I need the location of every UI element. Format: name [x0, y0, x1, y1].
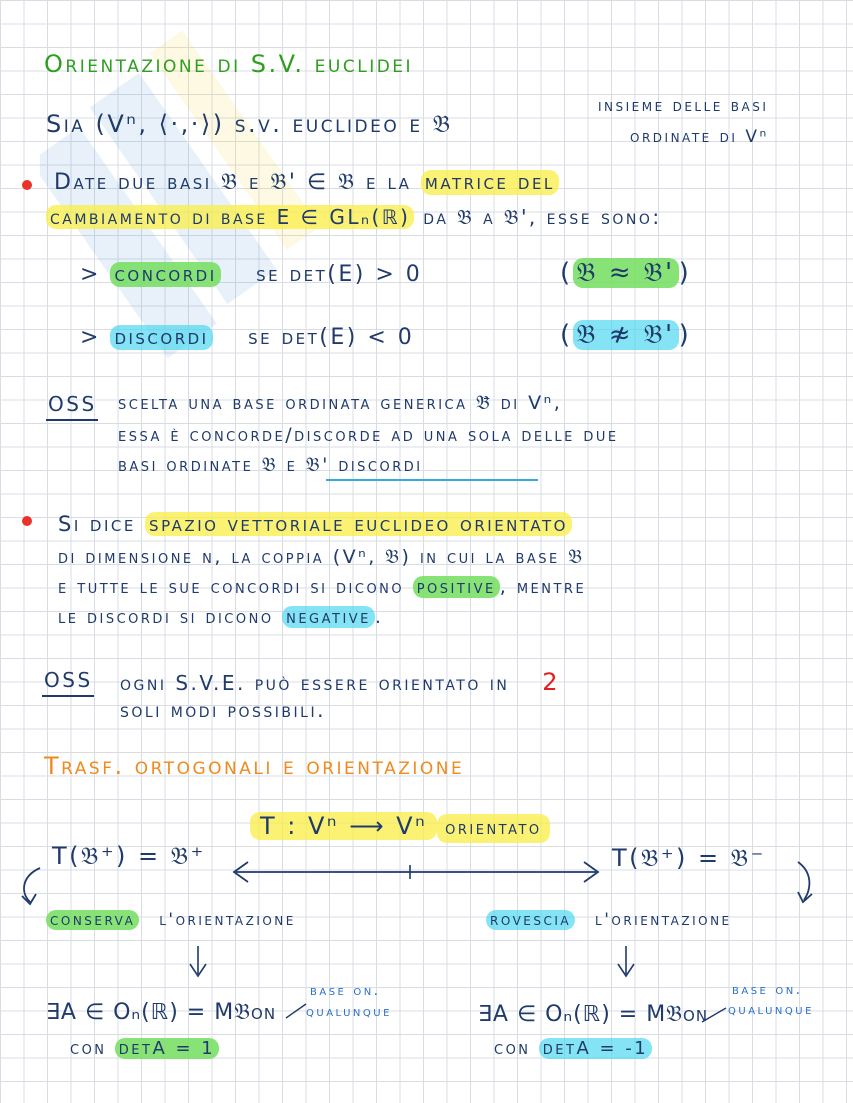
conserva-label: conserva	[46, 910, 139, 930]
arrow-bullet-icon: >	[80, 262, 101, 287]
oss-label-1: OSS	[48, 392, 97, 416]
left-det-row	[70, 1038, 219, 1059]
left-note-1: base on.	[310, 983, 381, 999]
right-note-1: base on.	[732, 982, 803, 998]
bullet2-line2: di dimensione n, la coppia (Vⁿ, 𝔅) in cui la base 𝔅	[58, 546, 585, 568]
left-conserva-row	[46, 910, 296, 930]
section-title-orientazione: Orientazione di S.V. euclidei	[44, 50, 414, 78]
right-det-row	[494, 1038, 652, 1059]
left-orientazione: l'orientazione	[159, 910, 296, 930]
oss2-text: ogni S.V.E. può essere orientato in	[120, 671, 510, 695]
map-suffix: orientato	[437, 814, 550, 843]
discordi-condition: se det(E) < 0	[248, 325, 415, 350]
positive-label: positive	[413, 576, 500, 598]
right-exists: ∃A ∈ Oₙ(ℝ) = M𝔅on	[478, 1002, 709, 1027]
left-exists: ∃A ∈ Oₙ(ℝ) = M𝔅on	[46, 1000, 277, 1025]
right-con: con	[494, 1038, 531, 1059]
left-equation: T(𝔅⁺) = 𝔅⁺	[52, 842, 206, 870]
left-det: detA = 1	[115, 1038, 219, 1059]
oss2-line2: soli modi possibili.	[120, 698, 326, 722]
highlight-spazio: spazio vettoriale euclideo orientato	[145, 512, 572, 536]
oss-label-2: OSS	[44, 668, 93, 692]
discordi-relation-text: 𝔅 ≉ 𝔅'	[573, 320, 679, 350]
map-label: T : Vⁿ ⟶ Vⁿ	[250, 812, 437, 840]
bullet2-text-a: Si dice	[58, 512, 136, 536]
insieme-note-2: ordinate di Vⁿ	[630, 127, 769, 147]
bullet2-text-3a: e tutte le sue concordi si dicono	[58, 576, 405, 598]
bullet2-text-4a: le discordi si dicono	[58, 606, 274, 628]
negative-label: negative	[282, 606, 375, 628]
bullet1-text-b: da 𝔅 a 𝔅', esse sono:	[423, 205, 662, 229]
concordi-condition: se det(E) > 0	[256, 262, 423, 287]
highlight-cambiamento: cambiamento di base E ∈ GLₙ(ℝ)	[46, 205, 414, 229]
concordi-relation: ( 𝔅 ≈ 𝔅' )	[560, 258, 692, 288]
insieme-note-1: insieme delle basi	[598, 96, 769, 116]
concordi-label: concordi	[110, 262, 220, 287]
intro-line: Sia (Vⁿ, ⟨·,·⟩) s.v. euclideo e 𝔅	[46, 110, 453, 138]
oss1-line2: essa è concorde/discorde ad una sola delle due	[118, 424, 619, 446]
oss1-line1: scelta una base ordinata generica 𝔅̄ di Vⁿ,	[118, 392, 563, 414]
left-con: con	[70, 1038, 107, 1059]
oss1-line3: basi ordinate 𝔅 e 𝔅' discordi	[118, 454, 423, 476]
discordi-relation: ( 𝔅 ≉ 𝔅' )	[560, 320, 692, 350]
right-equation: T(𝔅⁺) = 𝔅⁻	[612, 844, 766, 872]
highlight-matrice: matrice del	[421, 170, 559, 195]
section-title-trasf: Trasf. ortogonali e orientazione	[44, 752, 465, 780]
bullet2-text-3b: , mentre	[499, 576, 587, 598]
bullet2-text-4b: .	[374, 606, 384, 628]
right-det: detA = -1	[539, 1038, 652, 1059]
right-rovescia-row	[486, 910, 732, 930]
oss2-number: 2	[542, 668, 560, 696]
rovescia-label: rovescia	[486, 910, 575, 930]
right-note-2: qualunque	[728, 1002, 814, 1018]
discordi-label: discordi	[110, 325, 212, 350]
right-orientazione: l'orientazione	[595, 910, 732, 930]
arrow-bullet-icon: >	[80, 325, 101, 350]
concordi-relation-text: 𝔅 ≈ 𝔅'	[573, 258, 679, 288]
bullet1-text-a: Date due basi 𝔅 e 𝔅' ∈ 𝔅 e la	[54, 170, 412, 195]
left-note-2: qualunque	[306, 1004, 392, 1020]
